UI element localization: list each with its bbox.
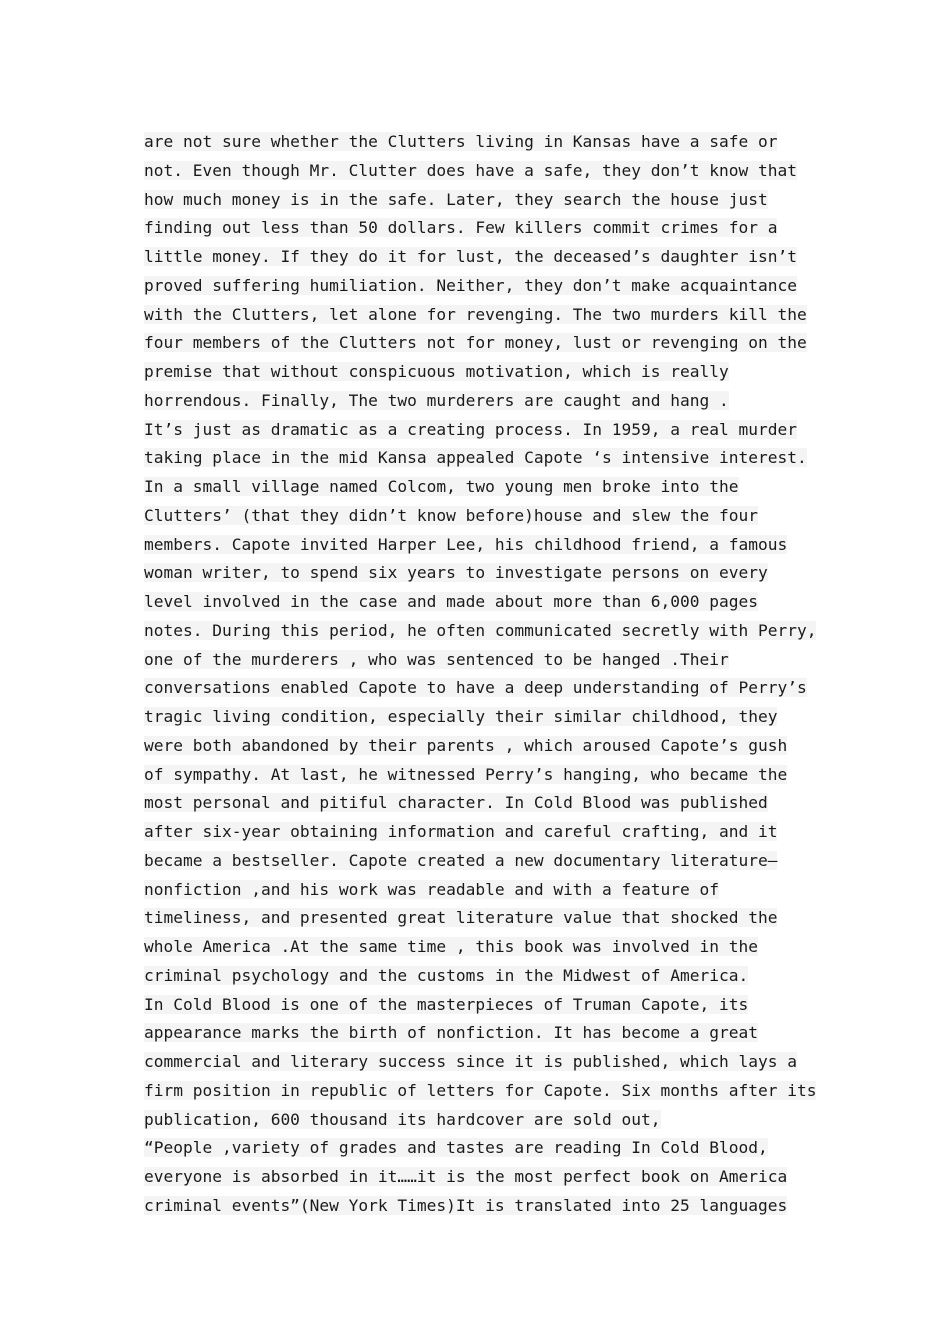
text-line: It’s just as dramatic as a creating process. In 1959, a real murder	[144, 419, 797, 439]
text-line: how much money is in the safe. Later, they search the house just	[144, 189, 768, 209]
text-line: one of the murderers , who was sentenced to be hanged .Their	[144, 649, 729, 669]
text-line: little money. If they do it for lust, the deceased’s daughter isn’t	[144, 247, 797, 266]
text-line: taking place in the mid Kansa appealed Capote ‘s intensive interest.	[144, 448, 807, 468]
text-line: most personal and pitiful character. In Cold Blood was published	[144, 793, 768, 813]
text-line: with the Clutters, let alone for revenging. The two murders kill the	[144, 304, 807, 324]
text-line: In Cold Blood is one of the masterpieces of Truman Capote, its	[144, 994, 749, 1014]
text-line: were both abandoned by their parents , which aroused Capote’s gush	[144, 735, 788, 755]
text-line: whole America .At the same time , this book was involved in the	[144, 937, 758, 956]
text-line: not. Even though Mr. Clutter does have a safe, they don’t know that	[144, 160, 797, 180]
text-line: became a bestseller. Capote created a new documentary literature—	[144, 850, 778, 870]
text-line: premise that without conspicuous motivation, which is really	[144, 362, 729, 381]
text-line: nonfiction ,and his work was readable and with a feature of	[144, 879, 719, 899]
text-line: level involved in the case and made about more than 6,000 pages	[144, 592, 758, 611]
body-text	[144, 128, 817, 1221]
text-line: horrendous. Finally, The two murderers are caught and hang .	[144, 390, 729, 410]
text-line: criminal events”(New York Times)It is translated into 25 languages	[144, 1195, 788, 1215]
text-line: finding out less than 50 dollars. Few killers commit crimes for a	[144, 218, 778, 238]
text-line: appearance marks the birth of nonfiction. It has become a great	[144, 1023, 758, 1043]
text-line: members. Capote invited Harper Lee, his childhood friend, a famous	[144, 534, 788, 554]
text-line: are not sure whether the Clutters living in Kansas have a safe or	[144, 132, 778, 151]
text-line: timeliness, and presented great literature value that shocked the	[144, 908, 778, 928]
text-line: In a small village named Colcom, two young men broke into the	[144, 477, 739, 496]
text-line: everyone is absorbed in it……it is the most perfect book on America	[144, 1167, 788, 1186]
text-line: publication, 600 thousand its hardcover are sold out,	[144, 1109, 661, 1129]
text-line: tragic living condition, especially their similar childhood, they	[144, 707, 778, 726]
text-line: proved suffering humiliation. Neither, they don’t make acquaintance	[144, 275, 797, 295]
text-line: firm position in republic of letters for Capote. Six months after its	[144, 1080, 817, 1100]
text-line: woman writer, to spend six years to investigate persons on every	[144, 563, 768, 583]
text-line: of sympathy. At last, he witnessed Perry’s hanging, who became the	[144, 764, 788, 784]
text-line: criminal psychology and the customs in the Midwest of America.	[144, 965, 749, 985]
text-line: after six-year obtaining information and careful crafting, and it	[144, 822, 778, 841]
text-line: commercial and literary success since it is published, which lays a	[144, 1052, 797, 1071]
text-line: “People ,variety of grades and tastes are reading In Cold Blood,	[144, 1138, 768, 1158]
text-line: Clutters’ (that they didn’t know before)house and slew the four	[144, 505, 758, 525]
text-line: conversations enabled Capote to have a deep understanding of Perry’s	[144, 678, 807, 698]
text-line: notes. During this period, he often communicated secretly with Perry,	[144, 620, 817, 640]
text-line: four members of the Clutters not for money, lust or revenging on the	[144, 333, 807, 353]
